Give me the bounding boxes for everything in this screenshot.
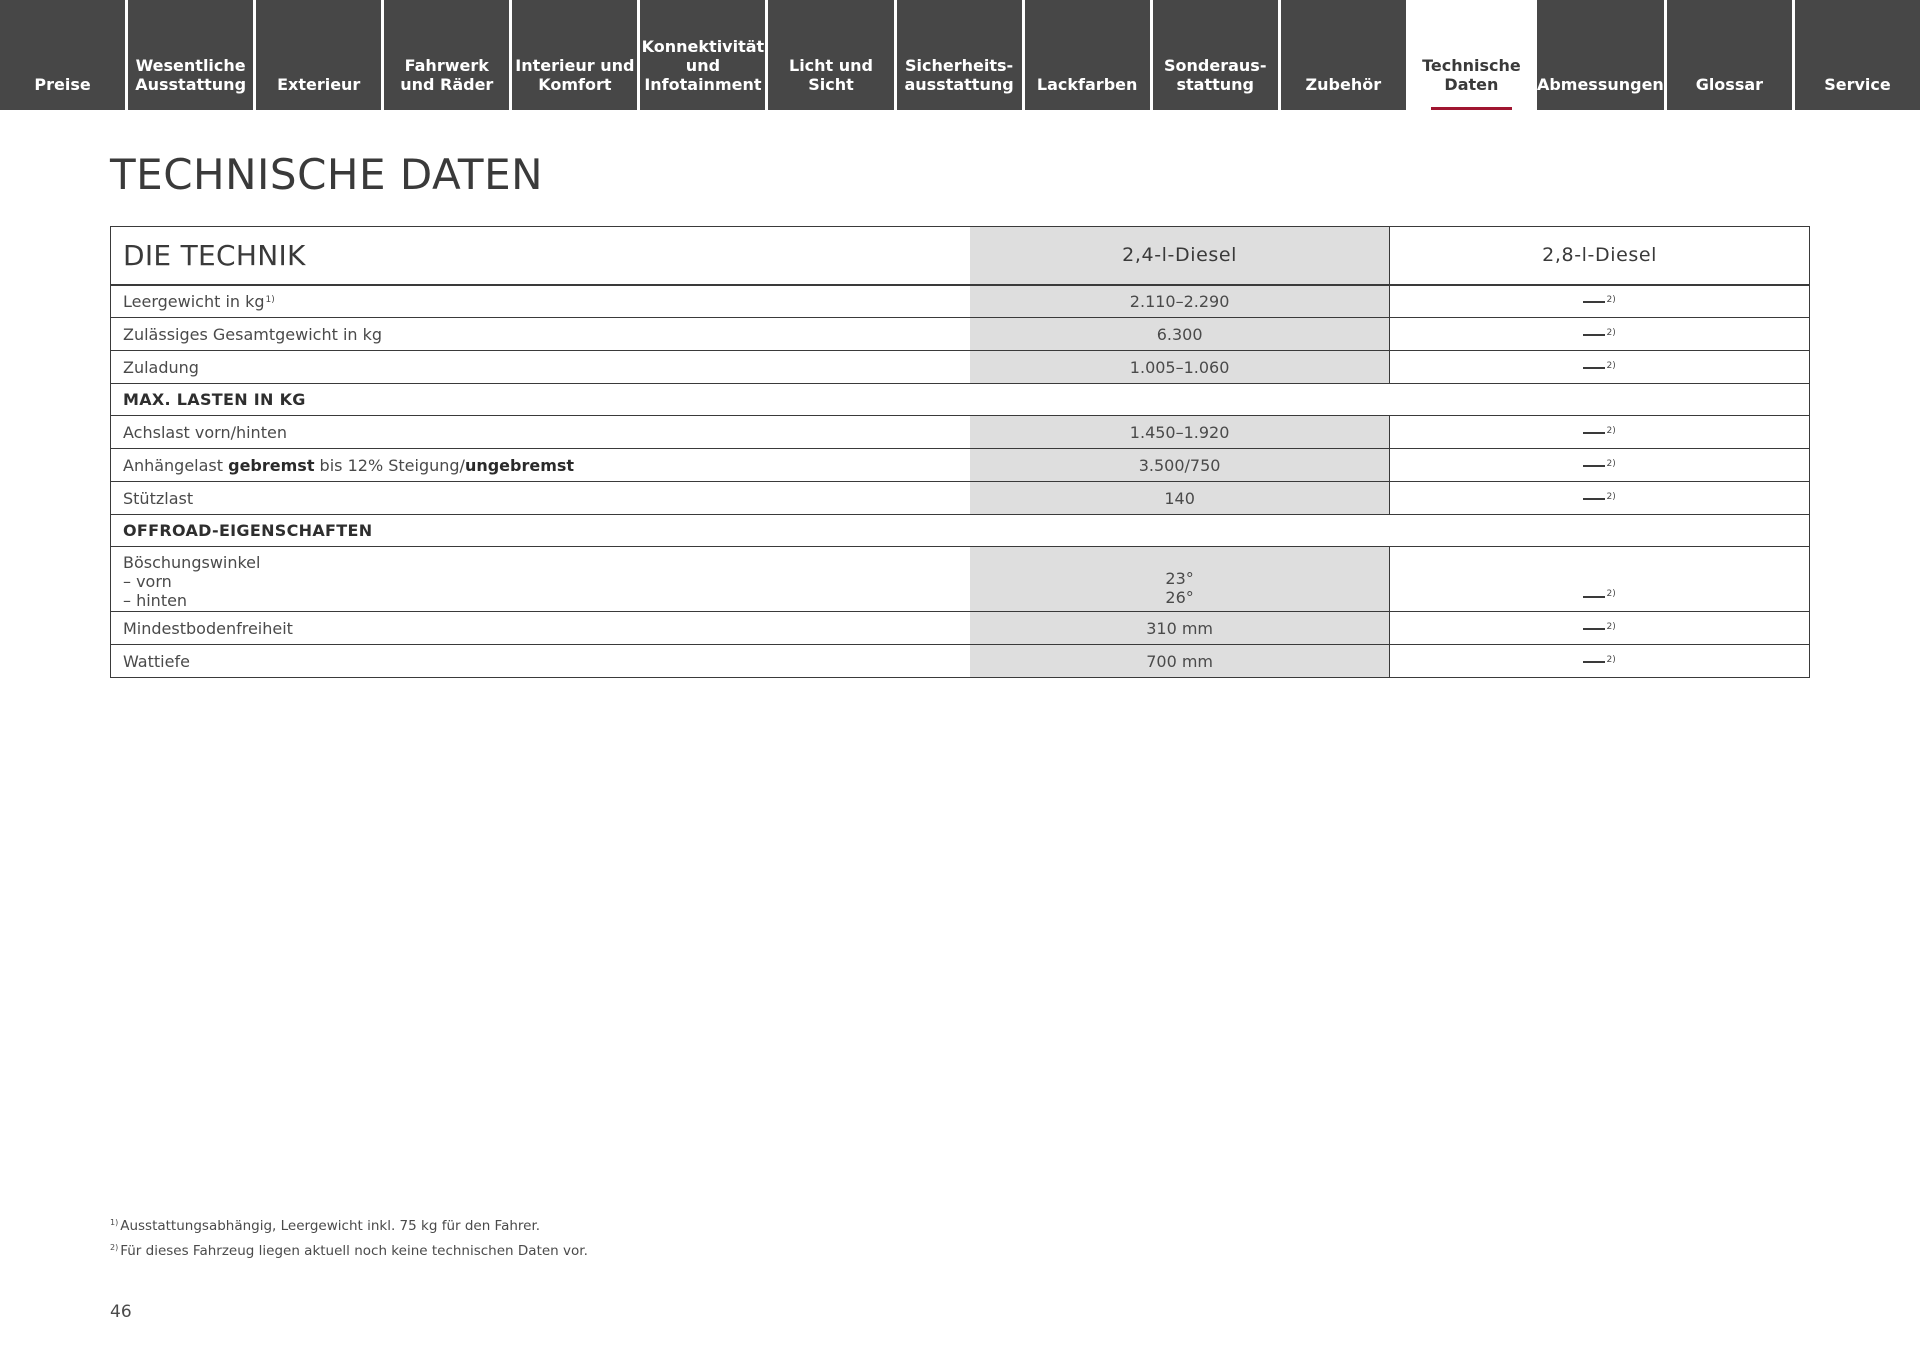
row-label: Zuladung [111,351,970,384]
dash-icon [1583,596,1605,598]
table-row [111,416,1810,449]
column-header-2-4-diesel: 2,4-l-Diesel [970,227,1390,285]
value-2-4-diesel: 700 mm [970,645,1390,678]
value-2-4-diesel: 2.110–2.290 [970,285,1390,318]
value-2-4-diesel: 310 mm [970,612,1390,645]
table-row [111,612,1810,645]
table-row [111,482,1810,515]
footnotes [110,1212,588,1262]
row-label: Stützlast [111,482,970,515]
dash-icon [1583,301,1605,303]
tab-wesentliche-ausstattung[interactable]: Wesentliche Ausstattung [128,0,253,110]
tab-licht-und-sicht[interactable]: Licht und Sicht [768,0,893,110]
value-2-8-diesel: 2) [1390,612,1810,645]
table-row [111,547,1810,612]
value-2-8-diesel: 2) [1390,318,1810,351]
footnote: $^{2)}$ Für dieses Fahrzeug liegen aktuell noch keine technischen Daten vor. [110,1243,588,1259]
dash-icon [1583,465,1605,467]
footnote: $^{1)}$ Ausstattungsabhängig, Leergewicht inkl. 75 kg für den Fahrer. [110,1218,541,1234]
row-label: Zulässiges Gesamtgewicht in kg [111,318,970,351]
tab-technische-daten[interactable]: Technische Daten [1409,0,1534,110]
dash-icon [1583,432,1605,434]
value-2-8-diesel: 2) [1390,285,1810,318]
row-label: Anhängelast gebremst bis 12% Steigung/ungebremst [111,449,970,482]
value-2-8-diesel: 2) [1390,416,1810,449]
table-row [111,645,1810,678]
value-2-4-diesel: 1.450–1.920 [970,416,1390,449]
value-2-8-diesel: 2) [1390,547,1810,612]
value-2-4-diesel: 23° 26° [970,547,1390,612]
value-2-4-diesel: 140 [970,482,1390,515]
dash-icon [1583,367,1605,369]
column-header-2-8-diesel: 2,8-l-Diesel [1390,227,1810,285]
value-2-4-diesel: 3.500/750 [970,449,1390,482]
tab-sicherheitsausstattung[interactable]: Sicherheits- ausstattung [897,0,1022,110]
section-header-row [111,515,1810,547]
tab-abmessungen[interactable]: Abmessungen [1537,0,1664,110]
row-label: Achslast vorn/hinten [111,416,970,449]
table-row [111,351,1810,384]
top-navigation [0,0,1920,110]
dash-icon [1583,334,1605,336]
value-2-8-diesel: 2) [1390,351,1810,384]
value-2-8-diesel: 2) [1390,645,1810,678]
dash-icon [1583,628,1605,630]
tab-exterieur[interactable]: Exterieur [256,0,381,110]
tab-service[interactable]: Service [1795,0,1920,110]
row-label: Leergewicht in $kg^{1)}$ [111,285,970,318]
tab-preise[interactable]: Preise [0,0,125,110]
value-2-4-diesel: 1.005–1.060 [970,351,1390,384]
table-header-row [111,227,1810,285]
tab-sonderausstattung[interactable]: Sonderaus- stattung [1153,0,1278,110]
page-number: 46 [110,1302,132,1322]
value-2-8-diesel: 2) [1390,449,1810,482]
tab-fahrwerk-und-raeder[interactable]: Fahrwerk und Räder [384,0,509,110]
table-row [111,318,1810,351]
value-2-8-diesel: 2) [1390,482,1810,515]
table-title: DIE TECHNIK [111,227,970,285]
section-title: MAX. LASTEN IN KG [111,384,1810,416]
tab-glossar[interactable]: Glossar [1667,0,1792,110]
page-title: TECHNISCHE DATEN [110,150,544,199]
row-label: Wattiefe [111,645,970,678]
table-row [111,449,1810,482]
row-label: Böschungswinkel – vorn – hinten [111,547,970,612]
section-title: OFFROAD-EIGENSCHAFTEN [111,515,1810,547]
technical-data-table [110,226,1810,678]
dash-icon [1583,661,1605,663]
tab-zubehoer[interactable]: Zubehör [1281,0,1406,110]
table-row [111,285,1810,318]
tab-lackfarben[interactable]: Lackfarben [1025,0,1150,110]
value-2-4-diesel: 6.300 [970,318,1390,351]
section-header-row [111,384,1810,416]
tab-konnektivitaet[interactable]: Konnektivität und Infotainment [640,0,765,110]
dash-icon [1583,498,1605,500]
tab-interieur-und-komfort[interactable]: Interieur und Komfort [512,0,637,110]
row-label: Mindestbodenfreiheit [111,612,970,645]
